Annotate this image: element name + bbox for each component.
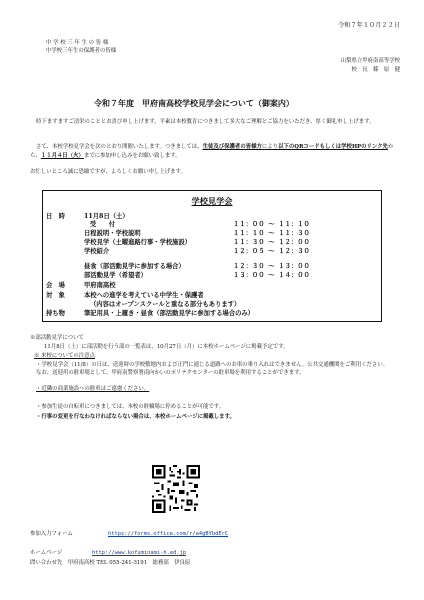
note-visit-heading: ※ 来校についての注意点	[34, 353, 95, 359]
note-bicycle: ・参加生徒の自転車につきましては、本校の駐輪場に停めることが可能です。	[36, 404, 225, 410]
page-title: 令和７年度 甲府南高校学校見学会について（御案内）	[94, 98, 294, 108]
items-label: 持ち物	[46, 310, 65, 317]
schedule-time-club: １３：００ ～ １４：００	[233, 272, 310, 279]
schedule-time-explanation: １１：１０ ～ １１：３０	[233, 230, 310, 237]
intro-paragraph-1: 時下ますますご清栄のこととお喜び申し上げます。平素は本校教育につきまして多大なご理解とご協力をいただき、厚く御礼申し上げます。	[36, 119, 375, 125]
form-label: 参加入力フォーム	[30, 531, 73, 537]
target-value: 本校への進学を考えている中学生・保護者	[84, 292, 204, 299]
schedule-label-club: 部活動見学（希望者）	[84, 272, 147, 279]
schedule-label-explanation: 日程説明・学校説明	[84, 230, 141, 237]
event-box-title: 学校見学会	[191, 196, 233, 206]
sender-principal: 校 長 篠 原 健	[351, 67, 400, 73]
note-commercial: ・近隣の商業施設への駐車はご遠慮ください。	[36, 386, 150, 392]
document-date: 令和７年１０月２２日	[338, 22, 400, 29]
intro-paragraph-3: お忙しいところ誠に恐縮ですが、よろしくお願い申し上げます。	[30, 169, 186, 175]
schedule-label-introduction: 学校紹介	[84, 248, 110, 255]
schedule-time-tour: １１：３０ ～ １２：００	[233, 239, 310, 246]
homepage-link[interactable]: http://www.kofuminami-h.ed.jp	[92, 550, 187, 556]
intro-paragraph-2: さて、本校学校見学会を次のとおり開催いたします。つきましては、生徒及び保護者の皆様方により以下のQRコードもしくは学校HPのリンク先から、１１月４日（火）までに参加申し込みをお願い致します。	[30, 144, 394, 159]
form-link[interactable]: https://forms.office.com/r/a4gBYbdErC	[108, 531, 229, 537]
venue-value: 甲府南高校	[84, 282, 116, 289]
schedule-time-introduction: １２：０５ ～ １２：３０	[233, 248, 310, 255]
contact-info: 問い合わせ先 甲府南高校 TEL 055-241-3191 総務部 伊良原	[30, 560, 191, 566]
datetime-label: 日 時	[46, 213, 65, 220]
schedule-time-reception: １１：００ ～ １１：１０	[233, 221, 310, 228]
schedule-label-tour: 学校見学（土曜進路行事・学校施設）	[84, 239, 192, 246]
event-date: 11月8日（土）	[84, 213, 129, 220]
qr-code-icon[interactable]	[152, 465, 200, 513]
note-changes: ・行事の変更を行なわなければならない場合は、本校ホームページに掲載します。	[36, 414, 235, 420]
schedule-label-lunch: 昼食（部活動見学に参加する場合）	[84, 263, 185, 270]
note-club-text: 11月8日（土）に部活動を行う部の一覧表は、10月27日（月）に本校ホームページに掲載予定です。	[44, 344, 289, 350]
note-parking: ・学校見学会（11/8）の日は、送迎時の学校敷地内および正門に通じる道路へのお車の乗り入れはできません。公共交通機関をご利用ください。なお、送迎用の駐車場として、甲府南警察署南向かいのポリテクセンターの駐車場を利用することができます。	[36, 362, 389, 376]
target-note: （内容はオープンスクールと重なる部分もあります）	[90, 301, 241, 308]
items-value: 筆記用具・上履き・昼食（部活動見学に参加する場合のみ）	[84, 310, 255, 317]
recipient-students: 中 学 校 三 年 生 の 皆 様	[46, 40, 109, 46]
recipient-parents: 中学校三年生の保護者の皆様	[46, 48, 117, 54]
target-label: 対 象	[46, 292, 65, 299]
venue-label: 会 場	[46, 282, 65, 289]
schedule-time-lunch: １２：３０ ～ １３：００	[233, 263, 310, 270]
sender-school: 山梨県立甲府南高等学校	[340, 58, 400, 64]
schedule-label-reception: 受 付	[90, 221, 116, 228]
homepage-label: ホームページ	[30, 550, 63, 556]
note-club-heading: ※部活動見学について	[30, 335, 84, 341]
